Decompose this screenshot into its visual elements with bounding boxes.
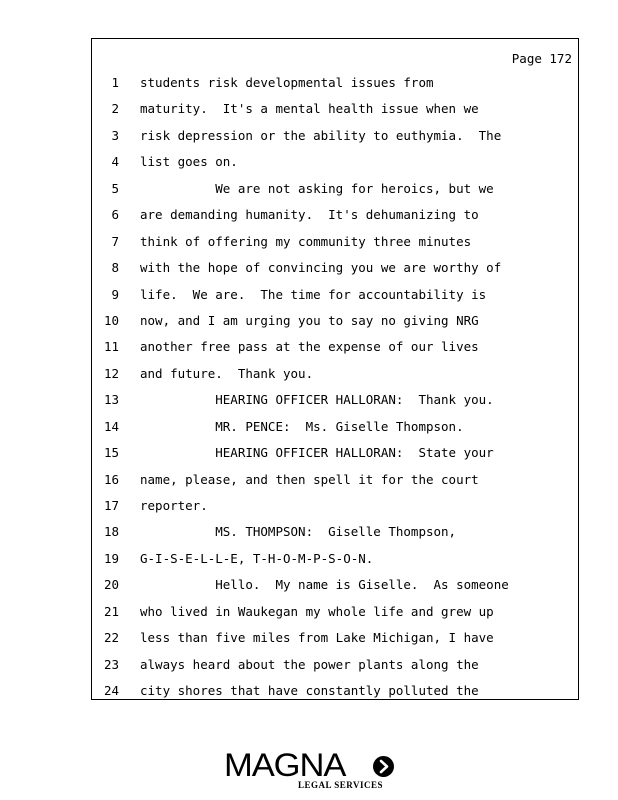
transcript-line (92, 683, 578, 709)
line-text: city shores that have constantly polluted the (140, 683, 479, 699)
line-text: Hello. My name is Giselle. As someone (140, 577, 509, 593)
line-number: 18 (103, 524, 119, 540)
line-text: MS. THOMPSON: Giselle Thompson, (140, 524, 457, 540)
transcript-line (92, 419, 578, 445)
line-number: 8 (111, 260, 119, 276)
transcript-line (92, 154, 578, 180)
line-number: 23 (103, 656, 119, 672)
transcript-line (92, 181, 578, 207)
transcript-line (92, 287, 578, 313)
line-number: 15 (103, 445, 119, 461)
line-text: always heard about the power plants along the (140, 656, 479, 672)
line-text: less than five miles from Lake Michigan, I have (140, 630, 494, 646)
line-number: 13 (103, 392, 119, 408)
page-number: Page 172 (511, 51, 572, 66)
line-text: now, and I am urging you to say no giving NRG (140, 312, 479, 328)
line-text: reporter. (140, 498, 208, 513)
logo-subtitle: LEGAL SERVICES (298, 780, 383, 790)
line-text: with the hope of convincing you we are worthy of (140, 260, 502, 276)
transcript-line (92, 498, 578, 524)
transcript-line (92, 128, 578, 154)
transcript-line (92, 604, 578, 630)
line-text: another free pass at the expense of our lives (140, 339, 479, 355)
magna-logo (224, 748, 396, 792)
transcript-line (92, 207, 578, 233)
line-text: maturity. It's a mental health issue when we (140, 101, 479, 117)
transcript-line (92, 260, 578, 286)
transcript-line (92, 234, 578, 260)
line-number: 3 (111, 127, 119, 143)
line-text: risk depression or the ability to euthymia. The (140, 127, 502, 143)
line-number: 5 (111, 180, 119, 196)
line-text: are demanding humanity. It's dehumanizing to (140, 207, 479, 223)
line-number: 2 (111, 101, 119, 117)
line-number: 7 (111, 233, 119, 249)
transcript-line (92, 339, 578, 365)
line-text: G-I-S-E-L-L-E, T-H-O-M-P-S-O-N. (140, 550, 374, 566)
line-text: list goes on. (140, 154, 238, 170)
line-text: MR. PENCE: Ms. Giselle Thompson. (140, 418, 464, 434)
line-text: name, please, and then spell it for the court (140, 471, 479, 487)
line-text: We are not asking for heroics, but we (140, 180, 494, 196)
transcript-line (92, 524, 578, 550)
line-number: 17 (103, 498, 119, 513)
line-number: 21 (103, 603, 119, 619)
transcript-line (92, 366, 578, 392)
line-text: life. We are. The time for accountability is (140, 286, 487, 302)
line-text: HEARING OFFICER HALLORAN: State your (140, 445, 494, 461)
transcript-line (92, 577, 578, 603)
line-number: 10 (103, 312, 119, 328)
transcript-line (92, 551, 578, 577)
line-number: 22 (103, 630, 119, 646)
transcript-line (92, 75, 578, 101)
line-number: 19 (103, 550, 119, 566)
transcript-line (92, 101, 578, 127)
transcript-line (92, 472, 578, 498)
transcript-line (92, 445, 578, 471)
line-number: 12 (103, 365, 119, 381)
line-text: and future. Thank you. (140, 365, 314, 381)
line-text: HEARING OFFICER HALLORAN: Thank you. (140, 392, 494, 408)
line-number: 9 (111, 286, 119, 302)
line-number: 20 (103, 577, 119, 593)
transcript-line (92, 313, 578, 339)
line-number: 11 (103, 339, 119, 355)
line-number: 1 (111, 75, 119, 90)
transcript-page (91, 38, 579, 700)
transcript-lines (92, 75, 578, 710)
transcript-line (92, 392, 578, 418)
line-text: think of offering my community three minutes (140, 233, 472, 249)
line-number: 24 (103, 683, 119, 699)
line-number: 14 (103, 418, 119, 434)
line-number: 4 (111, 154, 119, 170)
logo-wordmark: MAGNA (224, 747, 346, 783)
line-number: 6 (111, 207, 119, 223)
line-text: students risk developmental issues from (140, 75, 434, 90)
transcript-line (92, 657, 578, 683)
chevron-right-circle-icon (373, 756, 394, 777)
line-number: 16 (103, 471, 119, 487)
line-text: who lived in Waukegan my whole life and grew up (140, 603, 494, 619)
transcript-line (92, 630, 578, 656)
